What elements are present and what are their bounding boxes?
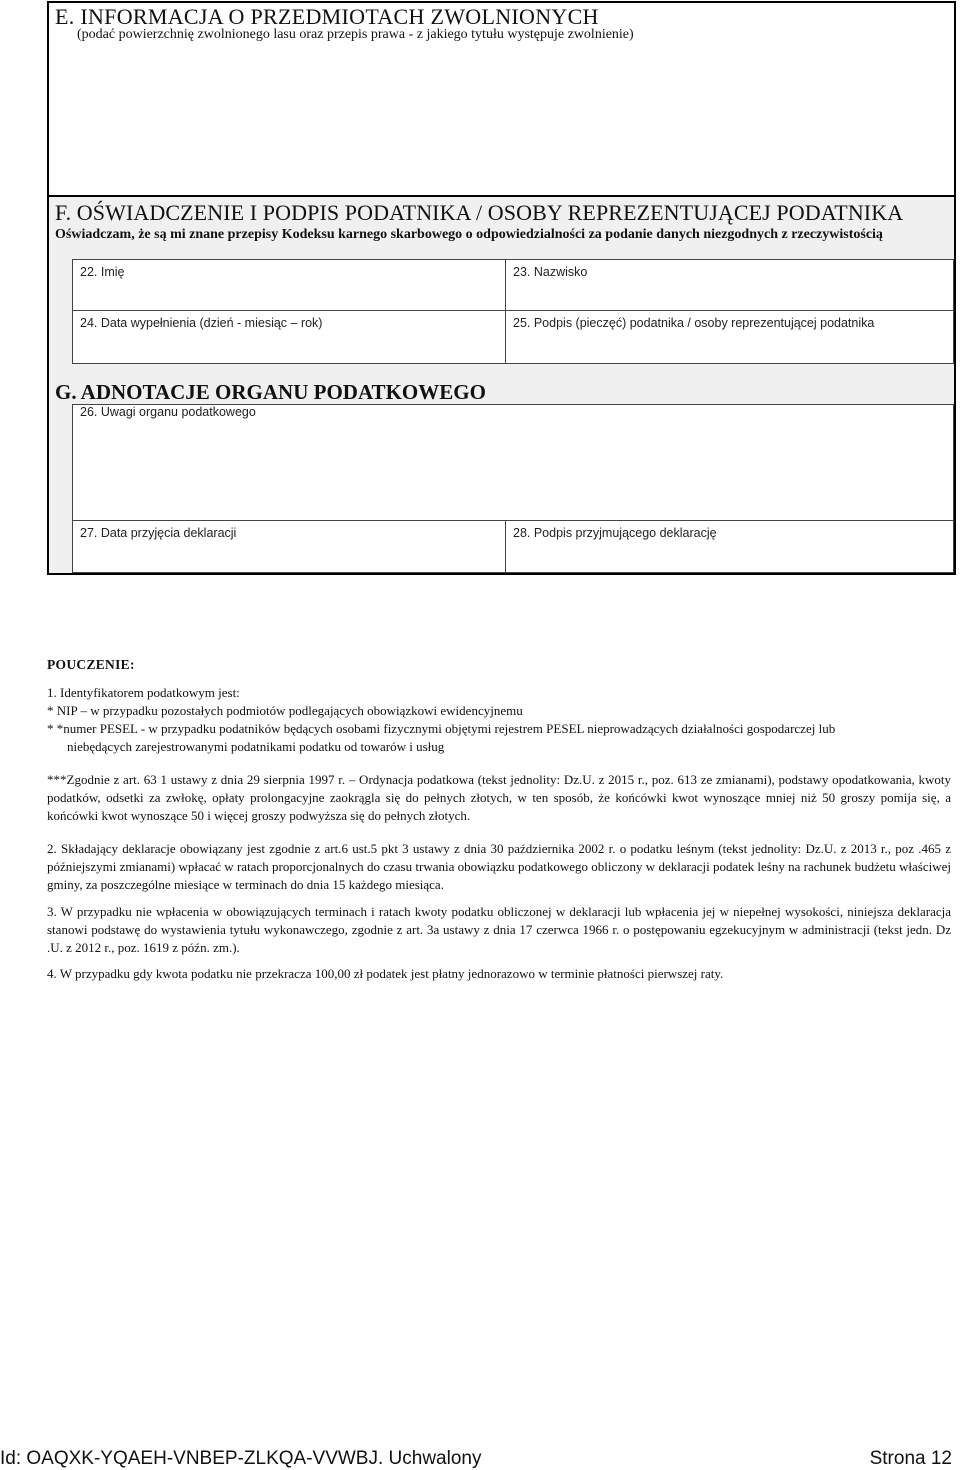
field-23-nazwisko[interactable]: [505, 259, 954, 311]
field-26-label: 26. Uwagi organu podatkowego: [80, 405, 256, 419]
field-25-podpis[interactable]: [505, 310, 954, 364]
field-23-label: 23. Nazwisko: [513, 265, 588, 279]
footer-document-id: Id: OAQXK-YQAEH-VNBEP-ZLKQA-VVWBJ. Uchwalony: [0, 1448, 482, 1469]
pouczenie-p1-pesel-cont: niebędących zarejestrowanymi podatnikami podatku od towarów i usług: [67, 739, 445, 754]
field-27-label: 27. Data przyjęcia deklaracji: [80, 526, 237, 540]
section-g-title: G. ADNOTACJE ORGANU PODATKOWEGO: [55, 380, 486, 404]
pouczenie-title: POUCZENIE:: [47, 657, 135, 672]
field-28-label: 28. Podpis przyjmującego deklarację: [513, 526, 717, 540]
section-f-left-strip: [49, 259, 72, 364]
section-e-title: E. INFORMACJA O PRZEDMIOTACH ZWOLNIONYCH: [55, 4, 599, 29]
field-27-data-przyjecia[interactable]: [72, 520, 506, 573]
section-f-title: F. OŚWIADCZENIE I PODPIS PODATNIKA / OSOBY REPREZENTUJĄCEJ PODATNIKA: [55, 200, 904, 225]
pouczenie-p1-nip: * NIP – w przypadku pozostałych podmiotów podlegających obowiązkowi ewidencyjnemu: [47, 703, 523, 718]
pouczenie-p3: 3. W przypadku nie wpłacenia w obowiązujących terminach i ratach kwoty podatku obliczonej w deklaracji lub wpłacenia jej w niepełnej wysokości, niniejsza deklaracja stanowi podstawę do wystawienia tytułu wykonawczego, zgodnie z art. 3a ustawy z dnia 17 czerwca 1966 r. o postępowaniu egzekucyjnym w administracji (tekst jedn. Dz .U. z 2012 r., poz. 1619 z późn. zm.).: [47, 904, 951, 955]
field-24-data-wypelnienia[interactable]: [72, 310, 506, 364]
pouczenie-p1-title: 1. Identyfikatorem podatkowym jest:: [47, 685, 240, 700]
pouczenie-p2: 2. Składający deklaracje obowiązany jest zgodnie z art.6 ust.5 pkt 3 ustawy z dnia 30 października 2002 r. o podatku leśnym (tekst jednolity: Dz.U. z 2013 r., poz .465 z późniejszymi zmianami) wpłacać w ratach proporcjonalnych do czasu trwania obowiązku podatkowego obliczony w deklaracji podatek leśny na rachunek budżetu właściwej gminy, za poszczególne miesiące w terminach do dnia 15 każdego miesiąca.: [47, 841, 951, 892]
field-22-imie[interactable]: [72, 259, 506, 311]
field-28-podpis-przyjmujacego[interactable]: [505, 520, 954, 573]
section-f-statement: Oświadczam, że są mi znane przepisy Kodeksu karnego skarbowego o odpowiedzialności za podanie danych niezgodnych z rzeczywistością: [55, 227, 883, 242]
section-e-subtitle: (podać powierzchnię zwolnionego lasu oraz przepis prawa - z jakiego tytułu występuje zwolnienie): [77, 27, 634, 42]
field-24-label: 24. Data wypełnienia (dzień - miesiąc – rok): [80, 316, 323, 330]
section-g-left-strip: [49, 404, 72, 573]
pouczenie-p4: 4. W przypadku gdy kwota podatku nie przekracza 100,00 zł podatek jest płatny jednorazowo w terminie płatności pierwszej raty.: [47, 966, 724, 981]
pouczenie-p1-pesel: * *numer PESEL - w przypadku podatników będących osobami fizycznymi objętymi rejestrem PESEL nieprowadzących działalności gospodarczej lub: [47, 721, 836, 736]
field-25-label: 25. Podpis (pieczęć) podatnika / osoby reprezentującej podatnika: [513, 316, 875, 330]
field-22-label: 22. Imię: [80, 265, 125, 279]
field-26-uwagi[interactable]: [72, 404, 954, 521]
footer-page-number: Strona 12: [869, 1448, 952, 1469]
pouczenie-zgodnie: ***Zgodnie z art. 63 1 ustawy z dnia 29 sierpnia 1997 r. – Ordynacja podatkowa (tekst jednolity: Dz.U. z 2015 r., poz. 613 ze zmianami), podstawy opodatkowania, kwoty podatków, odsetki za zwłokę, opłaty prolongacyjne zaokrągla się do pełnych złotych, w ten sposób, że końcówki kwot wynoszące mniej niż 50 groszy pomija się, a końcówki kwot wynoszące 50 i więcej groszy podwyższa się do pełnych złotych.: [47, 772, 951, 823]
